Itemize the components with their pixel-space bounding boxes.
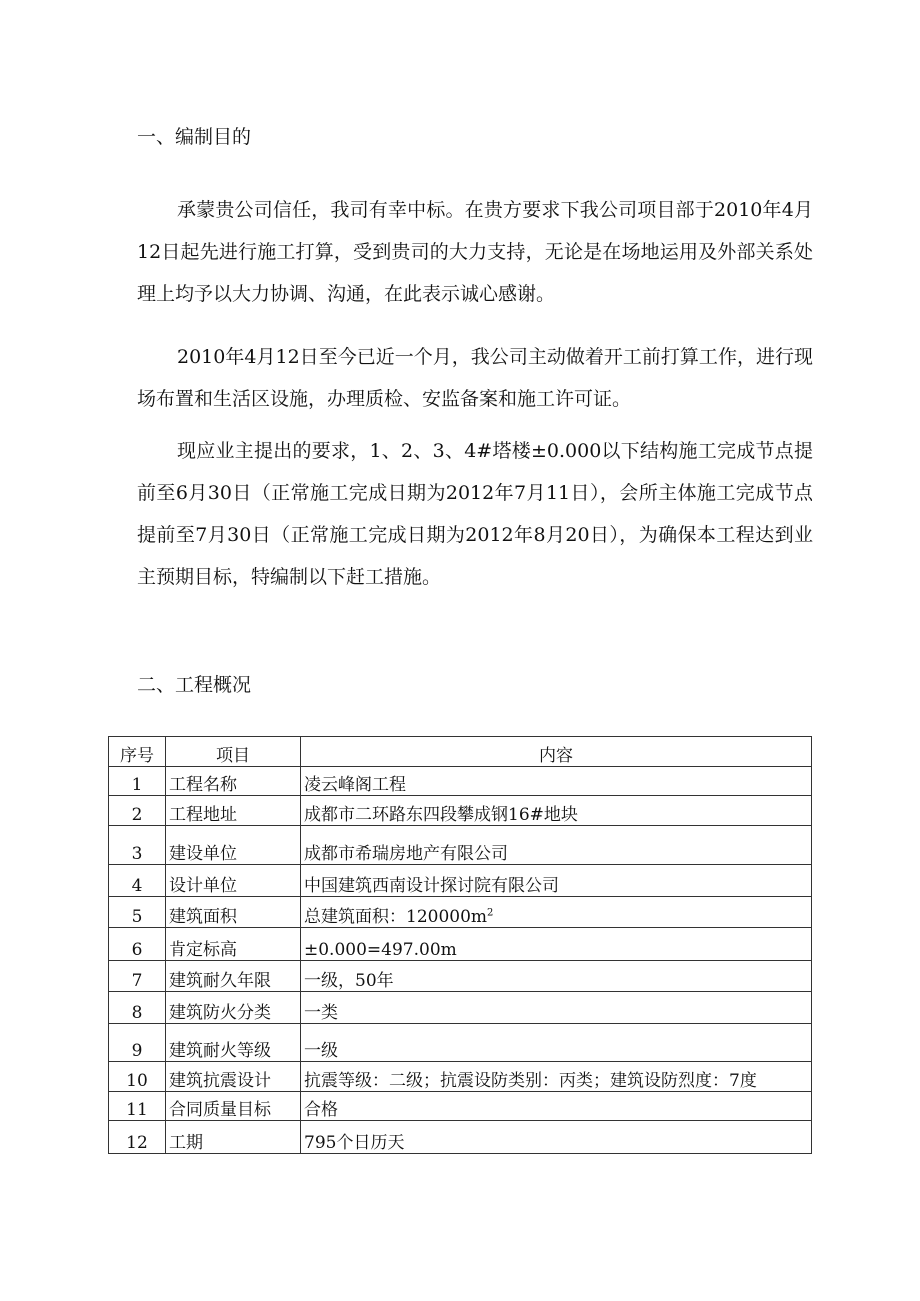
row-item: 建筑防火分类 [166, 992, 301, 1024]
area-unit-exponent: 2 [487, 907, 494, 919]
header-no: 序号 [109, 737, 166, 767]
row-no: 8 [109, 992, 166, 1024]
row-content: 一类 [301, 992, 812, 1024]
table-row [109, 1121, 812, 1154]
row-item: 合同质量目标 [166, 1092, 301, 1121]
row-no: 10 [109, 1062, 166, 1092]
row-content: 合格 [301, 1092, 812, 1121]
table-row [109, 992, 812, 1024]
row-content: 一级 [301, 1024, 812, 1062]
paragraph-schedule: 现应业主提出的要求，1、2、3、4#塔楼±0.000以下结构施工完成节点提前至6月30日（正常施工完成日期为2012年7月11日），会所主体施工完成节点提前至7月30日（正常施工完成日期为2012年8月20日），为确保本工程达到业主预期目标，特编制以下赶工措施。 [137, 440, 813, 588]
row-content: 凌云峰阁工程 [301, 767, 812, 796]
row-no: 5 [109, 897, 166, 928]
table-row [109, 767, 812, 796]
table-row [109, 961, 812, 992]
row-item: 建设单位 [166, 826, 301, 865]
row-item: 建筑抗震设计 [166, 1062, 301, 1092]
row-no: 7 [109, 961, 166, 992]
row-item: 建筑面积 [166, 897, 301, 928]
paragraph-intro: 承蒙贵公司信任，我司有幸中标。在贵方要求下我公司项目部于2010年4月12日起先进行施工打算，受到贵司的大力支持，无论是在场地运用及外部关系处理上均予以大力协调、沟通，在此表示诚心感谢。 [137, 199, 813, 305]
table-header-row [109, 737, 812, 767]
row-item: 建筑耐火等级 [166, 1024, 301, 1062]
table-row [109, 1062, 812, 1092]
row-item: 建筑耐久年限 [166, 961, 301, 992]
row-no: 9 [109, 1024, 166, 1062]
table-row [109, 865, 812, 897]
table-row [109, 928, 812, 961]
row-no: 6 [109, 928, 166, 961]
row-content [301, 897, 812, 928]
row-content: 795个日历天 [301, 1121, 812, 1154]
section-heading-overview: 二、工程概况 [137, 674, 252, 696]
table-row [109, 1024, 812, 1062]
table-row [109, 796, 812, 826]
row-item: 肯定标高 [166, 928, 301, 961]
project-overview-table [108, 736, 812, 1154]
row-no: 2 [109, 796, 166, 826]
table-row [109, 897, 812, 928]
area-value: 总建筑面积：120000m [304, 907, 488, 927]
row-no: 1 [109, 767, 166, 796]
header-content: 内容 [301, 737, 812, 767]
row-content: 成都市二环路东四段攀成钢16#地块 [301, 796, 812, 826]
row-no: 12 [109, 1121, 166, 1154]
row-no: 4 [109, 865, 166, 897]
row-content: 中国建筑西南设计探讨院有限公司 [301, 865, 812, 897]
row-item: 工期 [166, 1121, 301, 1154]
table-row [109, 1092, 812, 1121]
row-item: 工程名称 [166, 767, 301, 796]
paragraph-preparation: 2010年4月12日至今已近一个月，我公司主动做着开工前打算工作，进行现场布置和生活区设施，办理质检、安监备案和施工许可证。 [137, 346, 813, 410]
row-content: 成都市希瑞房地产有限公司 [301, 826, 812, 865]
row-no: 3 [109, 826, 166, 865]
row-content: 一级，50年 [301, 961, 812, 992]
header-item: 项目 [166, 737, 301, 767]
section-heading-purpose: 一、编制目的 [137, 126, 252, 148]
row-content: 抗震等级：二级；抗震设防类别：丙类；建筑设防烈度：7度 [301, 1062, 812, 1092]
row-item: 设计单位 [166, 865, 301, 897]
row-no: 11 [109, 1092, 166, 1121]
table-row [109, 826, 812, 865]
row-content: ±0.000=497.00m [301, 928, 812, 961]
row-item: 工程地址 [166, 796, 301, 826]
